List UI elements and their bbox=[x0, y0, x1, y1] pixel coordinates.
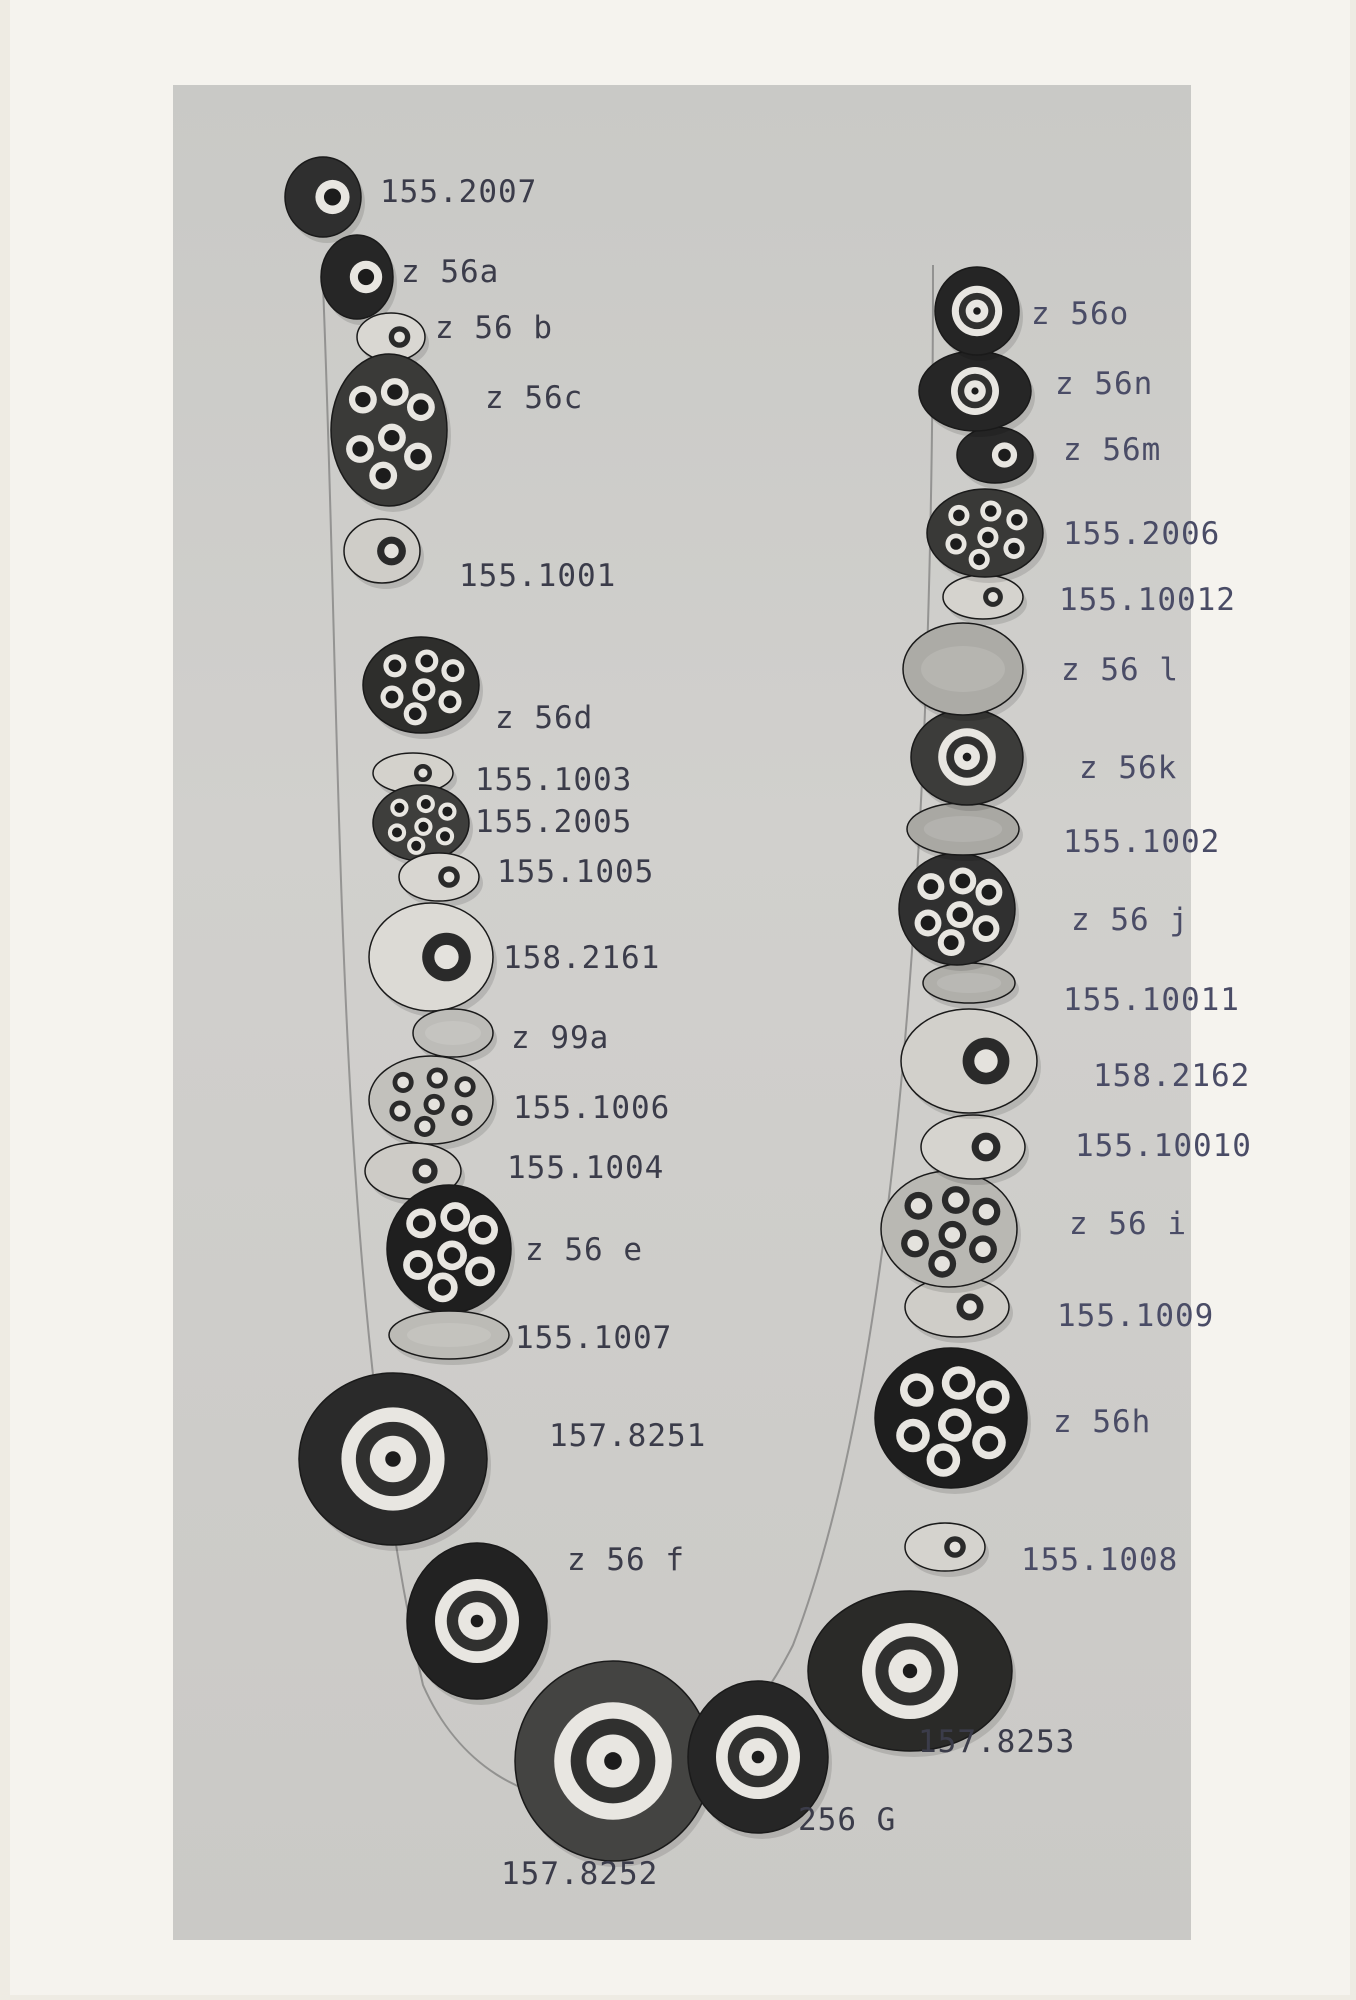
bead-label-155-1002: 155.1002 bbox=[1063, 824, 1221, 860]
necklace-bead bbox=[299, 1373, 491, 1551]
bead-label-157-8252: 157.8252 bbox=[501, 1856, 659, 1892]
necklace-bead bbox=[413, 1009, 497, 1063]
necklace-bead bbox=[899, 853, 1019, 971]
bead-label-155-2007: 155.2007 bbox=[380, 174, 538, 210]
necklace-bead bbox=[903, 623, 1027, 721]
necklace-bead bbox=[515, 1661, 715, 1867]
necklace-bead bbox=[389, 1311, 513, 1365]
necklace-bead bbox=[344, 519, 424, 589]
bead-label-z56d: z 56d bbox=[495, 700, 594, 736]
bead-label-155-1003: 155.1003 bbox=[475, 762, 633, 798]
necklace-bead bbox=[901, 1009, 1041, 1119]
bead-label-155-10011: 155.10011 bbox=[1063, 982, 1240, 1018]
bead-label-z56a: z 56a bbox=[401, 254, 500, 290]
bead-label-155-1008: 155.1008 bbox=[1021, 1542, 1179, 1578]
bead-label-158-2161: 158.2161 bbox=[503, 940, 661, 976]
necklace-bead bbox=[905, 1523, 989, 1577]
bead-label-155-1007: 155.1007 bbox=[515, 1320, 673, 1356]
necklace-bead bbox=[369, 1056, 497, 1150]
bead-label-155-1006: 155.1006 bbox=[513, 1090, 671, 1126]
bead-label-155-1004: 155.1004 bbox=[507, 1150, 665, 1186]
bead-label-z56l: z 56 l bbox=[1061, 652, 1179, 688]
bead-label-z99a: z 99a bbox=[511, 1020, 610, 1056]
bead-label-157-8253: 157.8253 bbox=[918, 1724, 1076, 1760]
necklace-bead bbox=[907, 803, 1023, 861]
bead-label-z56i: z 56 i bbox=[1069, 1206, 1187, 1242]
necklace-bead bbox=[927, 489, 1047, 583]
necklace-bead bbox=[881, 1171, 1021, 1293]
bead-label-z56o: z 56o bbox=[1031, 296, 1130, 332]
necklace-bead bbox=[331, 354, 451, 512]
bead-label-155-1001: 155.1001 bbox=[459, 558, 617, 594]
bead-label-155-1005: 155.1005 bbox=[497, 854, 655, 890]
bead-label-155-10010: 155.10010 bbox=[1075, 1128, 1252, 1164]
bead-label-z56b: z 56 b bbox=[435, 310, 553, 346]
bead-label-z56e: z 56 e bbox=[525, 1232, 643, 1268]
photo-mount-card bbox=[10, 0, 1350, 1995]
necklace-bead bbox=[285, 157, 365, 243]
bead-label-z56m: z 56m bbox=[1063, 432, 1162, 468]
necklace-photograph bbox=[173, 85, 1252, 1940]
necklace-bead bbox=[369, 903, 497, 1017]
bead-label-z56h: z 56h bbox=[1053, 1404, 1152, 1440]
necklace-bead bbox=[919, 351, 1035, 437]
bead-label-z56f: z 56 f bbox=[567, 1542, 685, 1578]
necklace-bead bbox=[387, 1185, 515, 1319]
necklace-bead bbox=[321, 235, 397, 325]
bead-label-155-1009: 155.1009 bbox=[1057, 1298, 1215, 1334]
bead-label-256G: 256 G bbox=[798, 1802, 897, 1838]
bead-label-z56c: z 56c bbox=[485, 380, 584, 416]
bead-label-z56j: z 56 j bbox=[1071, 902, 1189, 938]
necklace-bead bbox=[407, 1543, 551, 1705]
necklace-bead bbox=[935, 267, 1023, 361]
bead-label-158-2162: 158.2162 bbox=[1093, 1058, 1251, 1094]
bead-label-157-8251: 157.8251 bbox=[549, 1418, 707, 1454]
necklace-bead bbox=[911, 709, 1027, 811]
necklace-bead bbox=[399, 853, 483, 907]
bead-label-z56n: z 56n bbox=[1055, 366, 1154, 402]
bead-label-155-10012: 155.10012 bbox=[1059, 582, 1236, 618]
bead-label-155-2006: 155.2006 bbox=[1063, 516, 1221, 552]
necklace-bead bbox=[875, 1348, 1031, 1494]
necklace-bead bbox=[363, 637, 483, 739]
bead-necklace-drawing bbox=[173, 85, 1191, 1940]
bead-label-155-2005: 155.2005 bbox=[475, 804, 633, 840]
bead-label-z56k: z 56k bbox=[1079, 750, 1178, 786]
